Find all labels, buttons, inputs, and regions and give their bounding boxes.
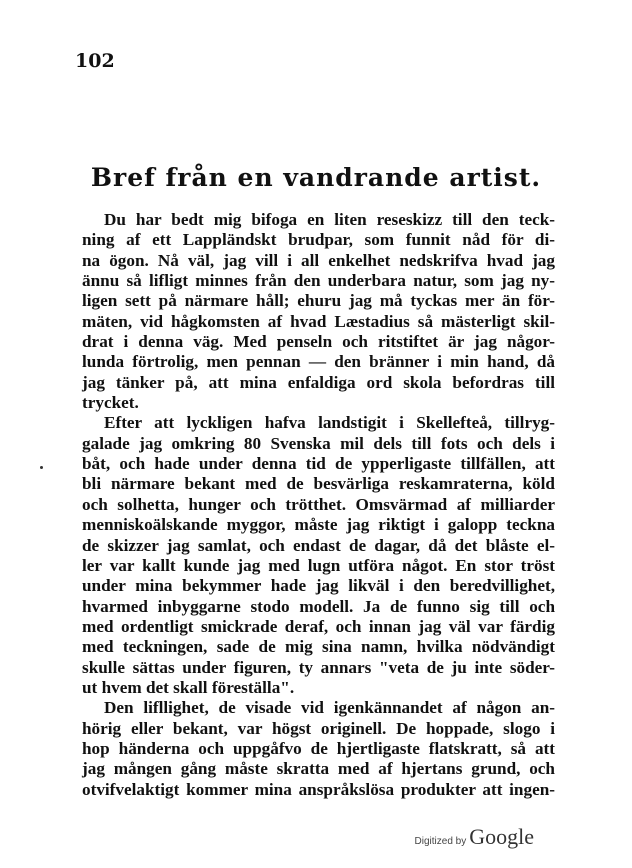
text-line: hörig eller bekant, var högst originell. De hoppade, slogo i bbox=[82, 718, 555, 738]
text-line: under mina bekymmer hade jag likväl i den beredvillighet, bbox=[82, 576, 555, 596]
text-line: mäten, vid hågkomsten af hvad Læstadius så mästerligt skil- bbox=[82, 311, 555, 331]
text-line: jag mången gång måste skratta med af hjertans grund, och bbox=[82, 759, 555, 779]
text-line: lunda förtrolig, men pennan — den bränner i min hand, då bbox=[82, 352, 555, 372]
text-line: hop händerna och uppgåfvo de hjertligaste flatskratt, så att bbox=[82, 738, 555, 758]
text-line: ligen sett på närmare håll; ehuru jag må tyckas mer än för- bbox=[82, 291, 555, 311]
text-line: ännu så lifligt minnes från den underbara natur, som jag ny- bbox=[82, 271, 555, 291]
text-line: med teckningen, sade de mig sina namn, hvilka nödvändigt bbox=[82, 637, 555, 657]
text-line: menniskoälskande myggor, måste jag riktigt i galopp teckna bbox=[82, 515, 555, 535]
text-line: Efter att lyckligen hafva landstigit i Skellefteå, tillryg- bbox=[104, 413, 555, 433]
google-logo: Google bbox=[469, 824, 534, 849]
text-line: Du har bedt mig bifoga en liten reseskizz till den teck- bbox=[104, 210, 555, 229]
text-line: otvifvelaktigt kommer mina anspråkslösa produkter att ingen- bbox=[82, 779, 555, 799]
text-line: Den lifllighet, de visade vid igenkännandet af någon an- bbox=[104, 698, 555, 718]
text-line: med ordentligt smickrade deraf, och innan jag väl var färdig bbox=[82, 616, 555, 636]
text-line: ut hvem det skall föreställa". bbox=[82, 677, 295, 697]
body-text bbox=[82, 210, 555, 800]
digitized-label: Digitized by bbox=[414, 836, 467, 847]
text-line: jag tänker på, att mina enfaldiga ord skola befordras till bbox=[82, 372, 555, 392]
text-line: drat i denna väg. Med penseln och ritstiftet är jag någor- bbox=[82, 332, 555, 352]
text-line: skulle sättas under figuren, ty annars "veta de ju inte söder- bbox=[82, 657, 555, 677]
margin-speck bbox=[40, 466, 43, 469]
page-number: 102 bbox=[75, 50, 115, 72]
text-line: trycket. bbox=[82, 393, 139, 413]
text-line: båt, och hade under denna tid de ypperligaste tillfällen, att bbox=[82, 454, 555, 474]
text-line: hvarmed inbyggarne stodo modell. Ja de funno sig till och bbox=[82, 596, 555, 616]
text-line: de skizzer jag samlat, och endast de dagar, då det blåste el- bbox=[82, 535, 555, 555]
chapter-title: Bref från en vandrande artist. bbox=[90, 163, 542, 192]
text-line: och solhetta, hunger och trötthet. Omsvärmad af milliarder bbox=[82, 494, 555, 514]
digitized-by-google-watermark bbox=[415, 824, 534, 850]
text-line: ler var kallt kunde jag med lugn utföra något. En stor tröst bbox=[82, 555, 555, 575]
text-line: ning af ett Lappländskt brudpar, som funnit nåd för di- bbox=[82, 230, 555, 250]
text-line: galade jag omkring 80 Svenska mil dels till fots och dels i bbox=[82, 433, 555, 453]
text-line: bli närmare bekant med de besvärliga reskamraterna, köld bbox=[82, 474, 555, 494]
text-line: na ögon. Nå väl, jag vill i all enkelhet nedskrifva hvad jag bbox=[82, 250, 555, 270]
